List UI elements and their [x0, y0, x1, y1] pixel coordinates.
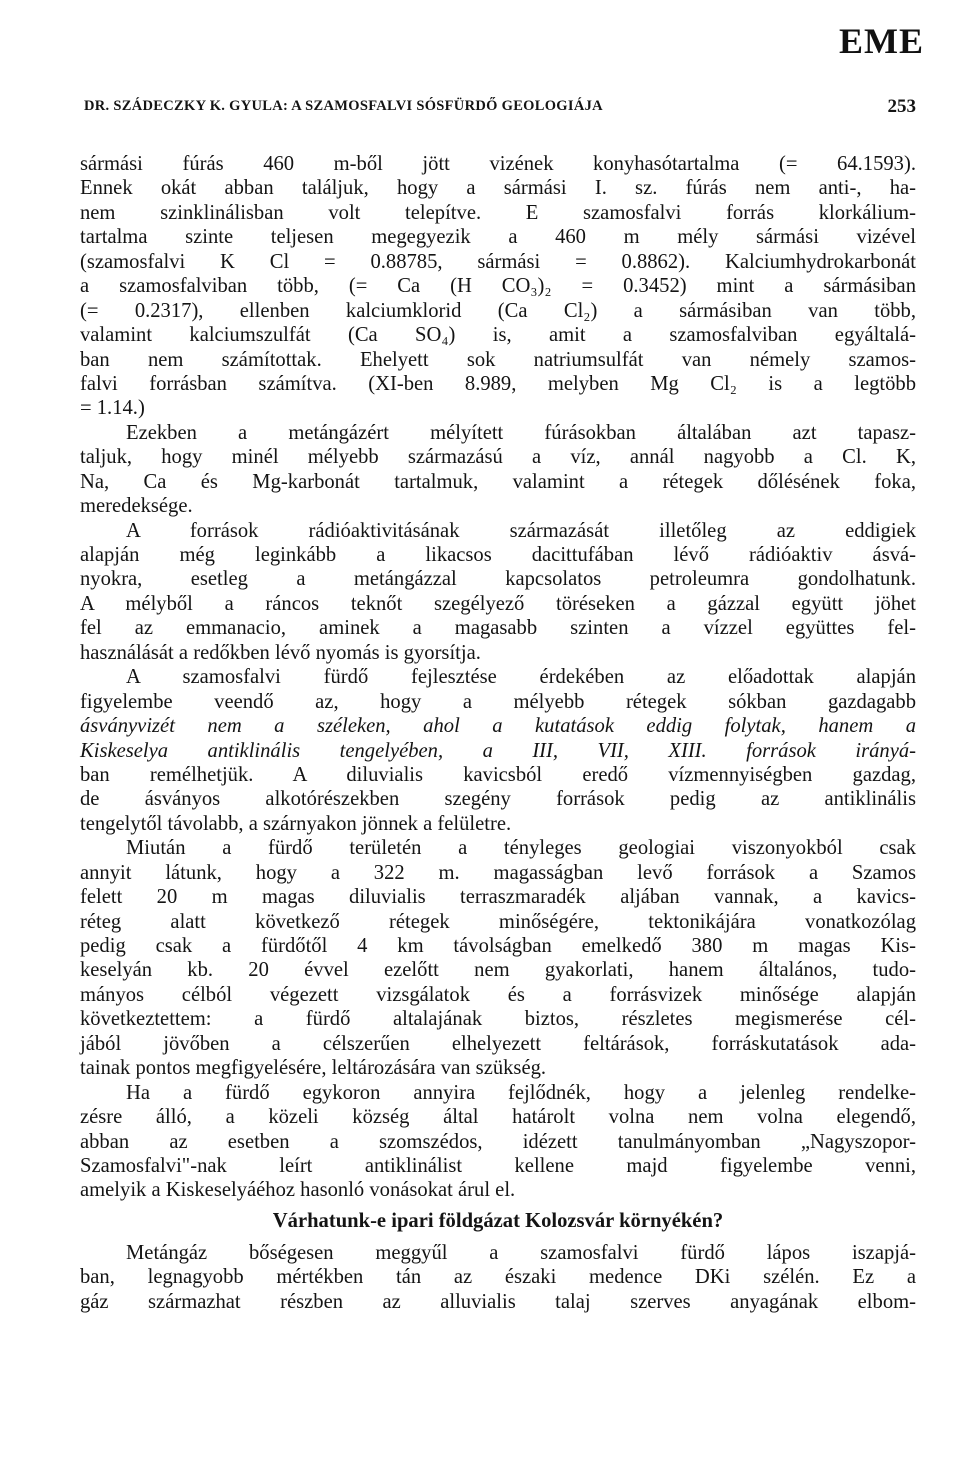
- text-line: nyokra, esetleg a metángázzal kapcsolatos petroleumra gondolhatunk.: [80, 568, 916, 591]
- text-line: Szamosfalvi"-nak leírt antiklinálist kellene majd figyelembe venni,: [80, 1154, 916, 1177]
- text-line: fel az emmanacio, aminek a magasabb szinten a vízzel együttes fel-: [80, 617, 916, 640]
- text-line: a szamosfalviban több, (= Ca (H CO₃)₂ = 0.3452) mint a sármásiban: [80, 275, 916, 298]
- text-line: következtettem: a fürdő altalajának biztos, részletes megismerése cél-: [80, 1008, 916, 1031]
- text-line: falvi forrásban számítva. (XI-ben 8.989, melyben Mg Cl₂ is a legtöbb: [80, 372, 916, 395]
- text-line: jából jövőben a célszerűen elhelyezett feltárások, forráskutatások ada-: [80, 1032, 916, 1055]
- text-line: tengelytől távolabb, a szárnyakon jönnek a felületre.: [80, 812, 512, 835]
- text-line: keselyán kb. 20 évvel ezelőtt nem gyakorlati, hanem általános, tudo-: [80, 959, 916, 982]
- text-line: Ha a fürdő egykoron annyira fejlődnék, hogy a jelenleg rendelke-: [126, 1081, 916, 1104]
- text-line: taljuk, hogy minél mélyebb származású a víz, annál nagyobb a Cl. K,: [80, 446, 916, 469]
- text-line: pedig csak a fürdőtől 4 km távolságban emelkedő 380 m magas Kis-: [80, 935, 916, 957]
- section-heading: Várhatunk-e ipari földgázat Kolozsvár környékén?: [272, 1209, 724, 1232]
- page-number: 253: [887, 96, 916, 117]
- text-line: réteg alatt következő rétegek minőségére, tektonikájára vonatkozólag: [80, 910, 916, 933]
- text-line: figyelembe veendő az, hogy a mélyebb rétegek sókban gazdagabb: [80, 690, 916, 713]
- text-line: valamint kalciumszulfát (Ca SO₄) is, amit a szamosfalviban egyáltalá-: [80, 324, 916, 347]
- text-line: = 1.14.): [80, 397, 145, 420]
- article-body: [80, 152, 916, 1314]
- running-header: [84, 96, 916, 122]
- text-line: (szamosfalvi K Cl = 0.88785, sármási = 0.8862). Kalciumhydrokarbonát: [80, 250, 916, 273]
- text-line: ásványvizét nem a széleken, ahol a kutatások eddig folytak, hanem a: [80, 715, 916, 738]
- text-line: mányos célból végezett vizsgálatok és a forrásvizek minősége alapján: [80, 983, 916, 1006]
- text-line: Ennek okát abban találjuk, hogy a sármási I. sz. fúrás nem anti-, ha-: [80, 177, 916, 200]
- text-line: A szamosfalvi fürdő fejlesztése érdekében az előadottak alapján: [126, 666, 916, 689]
- publisher-logo: EME: [838, 21, 924, 61]
- text-line: felett 20 m magas diluvialis terraszmaradék aljában vannak, a kavics-: [80, 886, 916, 909]
- running-title: DR. SZÁDECZKY K. GYULA: A SZAMOSFALVI SÓSFÜRDŐ GEOLOGIÁJA: [84, 98, 603, 114]
- text-line: ban, legnagyobb mértékben tán az északi medence DKi szélén. Ez a: [80, 1266, 916, 1289]
- text-line: abban az esetben a szomszédos, idézett tanulmányomban „Nagyszopor-: [80, 1130, 916, 1153]
- text-line: gáz származhat részben az alluvialis talaj szerves anyagának elbom-: [80, 1290, 916, 1313]
- text-line: Na, Ca és Mg-karbonát tartalmuk, valamint a rétegek dőlésének foka,: [80, 470, 916, 493]
- text-line: sármási fúrás 460 m-ből jött vizének konyhasótartalma (= 64.1593).: [80, 153, 916, 175]
- text-line: Miután a fürdő területén a tényleges geologiai viszonyokból csak: [126, 837, 916, 860]
- text-line: (= 0.2317), ellenben kalciumklorid (Ca Cl₂) a sármásiban van több,: [80, 299, 916, 322]
- text-line: alapján még leginkább a likacsos dacittufában lévő rádióaktiv ásvá-: [80, 544, 916, 566]
- text-line: ban remélhetjük. A diluvialis kavicsból eredő vízmennyiségben gazdag,: [80, 763, 916, 786]
- text-line: de ásványos alkotórészekben szegény források pedig az antiklinális: [80, 788, 916, 811]
- text-line: tainak pontos megfigyelésére, leltározására van szükség.: [80, 1057, 547, 1080]
- text-line: A mélyből a ráncos teknőt szegélyező töréseken a gázzal együtt jöhet: [80, 592, 916, 615]
- text-line: A források rádióaktivitásának származását illetőleg az eddigiek: [126, 519, 916, 542]
- text-line: zésre álló, a közeli község által határolt volna nem volna elegendő,: [80, 1106, 916, 1129]
- text-line: tartalma szinte teljesen megegyezik a 460 m mély sármási vizével: [80, 226, 916, 249]
- text-line: meredeksége.: [80, 495, 193, 518]
- text-line: Kiskeselya antiklinális tengelyében, a III, VII, XIII. források irányá-: [80, 739, 916, 762]
- text-line: amelyik a Kiskeselyáéhoz hasonló vonásokat árul el.: [80, 1179, 516, 1202]
- text-line: annyit látunk, hogy a 322 m. magasságban levő források a Szamos: [80, 861, 916, 884]
- text-line: nem szinklinálisban volt telepítve. E szamosfalvi forrás klorkálium-: [80, 201, 916, 224]
- text-line: Metángáz bőségesen meggyűl a szamosfalvi fürdő lápos iszapjá-: [126, 1241, 916, 1264]
- text-line: Ezekben a metángázért mélyített fúrásokban általában azt tapasz-: [126, 421, 916, 444]
- text-line: használását a redőkben lévő nyomás is gyorsítja.: [80, 641, 481, 664]
- text-line: ban nem számítottak. Ehelyett sok natriumsulfát van némely szamos-: [80, 348, 916, 371]
